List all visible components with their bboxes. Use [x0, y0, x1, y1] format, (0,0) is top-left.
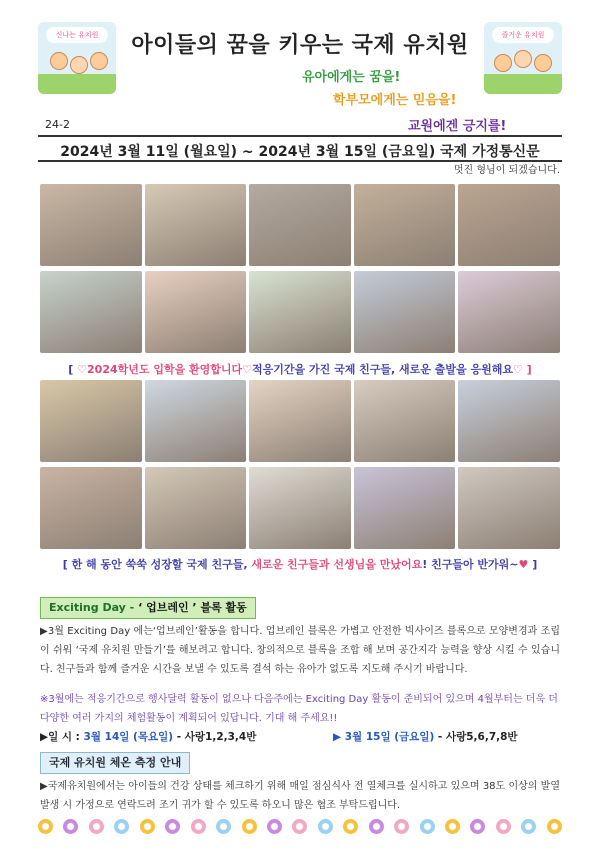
newsletter-title: 아이들의 꿈을 키우는 국제 유치원 [131, 33, 469, 58]
schedule-line-1: ▶일 시 : 3월 14일 (목요일) - 사랑1,2,3,4반 [40, 731, 257, 743]
classroom-photo [145, 380, 247, 462]
flower-icon [369, 819, 384, 834]
classroom-photo [458, 380, 560, 462]
date-range: 2024년 3월 11일 (월요일) ~ 2024년 3월 15일 (금요일) 국제 가정통신문 [60, 144, 540, 160]
flower-icon [114, 819, 129, 834]
classroom-photo [145, 184, 247, 266]
exciting-day-heading: Exciting Day - ‘ 업브레인 ’ 블록 활동 [40, 597, 256, 619]
classroom-photo [40, 184, 142, 266]
classroom-photo [40, 271, 142, 353]
photo-caption-friends: [ 한 해 동안 쑥쑥 성장할 국제 친구들, 새로운 친구들과 선생님을 만났어요! 친구들아 반가워~♥ ] [62, 558, 538, 571]
classroom-photo [145, 271, 247, 353]
flower-icon [394, 819, 409, 834]
classroom-photo [458, 184, 560, 266]
exciting-day-paragraph: ▶3월 Exciting Day 에는‘업브레인’활동을 합니다. 업브레인 블록은 가볍고 안전한 빅사이즈 블록으로 모양변경과 조립이 쉬워 ‘국제 유치원 만들기’를 해보려고 합니다. 창의적으로 블록을 조합 해 보며 공간지각 능력을 향상 시킬 수 있습니다. 친구들과 함께 즐거운 시간을 보낼 수 있도록 결석 하는 유아가 없도록 지도해 주시기 바랍니다. [40, 626, 560, 675]
classroom-photo [354, 380, 456, 462]
flower-icon [38, 819, 53, 834]
flower-icon [89, 819, 104, 834]
slogan-children: 유아에게는 꿈을! [302, 70, 401, 85]
flower-icon [420, 819, 435, 834]
left-logo-sign: 신나는 유치원 [46, 27, 108, 43]
flower-icon [343, 819, 358, 834]
classroom-photo [249, 184, 351, 266]
classroom-photo [40, 380, 142, 462]
flower-icon [445, 819, 460, 834]
right-logo-sign: 즐거운 유치원 [492, 27, 554, 43]
flower-icon [63, 819, 78, 834]
photo-caption-welcome: [ ♡2024학년도 입학을 환영합니다♡적응기간을 가진 국제 친구들, 새로운 출발을 응원해요♡ ] [68, 363, 532, 376]
classroom-photo [354, 271, 456, 353]
flower-icon [521, 819, 536, 834]
exciting-day-note: ※3월에는 적응기간으로 행사달력 활동이 없으나 다음주에는 Exciting Day 활동이 준비되어 있으며 4월부터는 더욱 더 다양한 여러 가지의 체험활동이 계획되어 있답니다. 기대 해 주세요!! [40, 694, 558, 724]
footer-flower-border [38, 817, 562, 835]
classroom-photo [354, 184, 456, 266]
flower-icon [165, 819, 180, 834]
flower-icon [216, 819, 231, 834]
temperature-heading: 국제 유치원 체온 측정 안내 [40, 752, 190, 774]
flower-icon [318, 819, 333, 834]
flower-icon [547, 819, 562, 834]
temperature-paragraph: ▶국제유치원에서는 아이들의 건강 상태를 체크하기 위해 매일 점심식사 전 열체크를 실시하고 있으며 38도 이상의 발열 발생 시 가정으로 연락드려 조기 귀가 할 수 있도록 하오니 많은 협조 부탁드립니다. [40, 781, 560, 811]
classroom-photo [458, 271, 560, 353]
slogan-parents: 학부모에게는 믿음을! [333, 93, 457, 108]
flower-icon [496, 819, 511, 834]
header-divider-top [38, 135, 562, 137]
slogan-teachers: 교원에겐 긍지를! [408, 119, 507, 134]
classroom-photo [249, 271, 351, 353]
classroom-photo [249, 467, 351, 549]
flower-icon [292, 819, 307, 834]
schedule-line-2: ▶ 3월 15일 (금요일) - 사랑5,6,7,8반 [333, 731, 518, 743]
classroom-photo [458, 467, 560, 549]
classroom-photo [249, 380, 351, 462]
flower-icon [140, 819, 155, 834]
classroom-photo [354, 467, 456, 549]
classroom-photo [145, 467, 247, 549]
heart-icon: ♥ [518, 558, 529, 571]
tagline: 멋진 형님이 되겠습니다. [453, 165, 560, 176]
issue-number: 24-2 [45, 118, 70, 131]
flower-icon [242, 819, 257, 834]
flower-icon [470, 819, 485, 834]
flower-icon [191, 819, 206, 834]
flower-icon [267, 819, 282, 834]
classroom-photo [40, 467, 142, 549]
